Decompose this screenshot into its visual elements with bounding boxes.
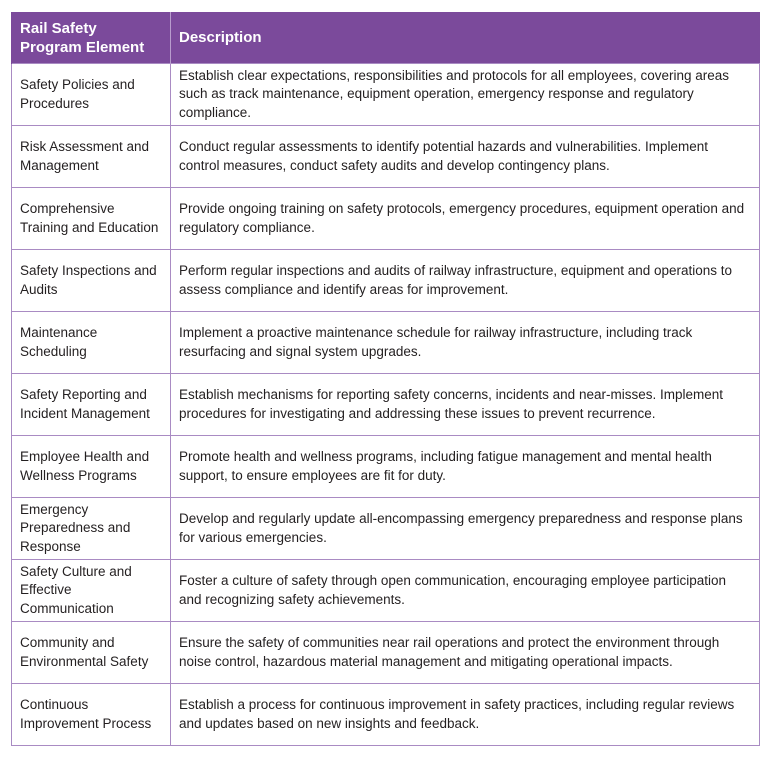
header-description: Description <box>171 12 760 64</box>
row-element: Safety Culture and Effective Communication <box>12 560 171 622</box>
row-description: Develop and regularly update all-encompassing emergency preparedness and response plans for various emergencies. <box>171 498 760 560</box>
row-element: Maintenance Scheduling <box>12 312 171 374</box>
row-description: Promote health and wellness programs, including fatigue management and mental health support, to ensure employees are fit for duty. <box>171 436 760 498</box>
row-description: Implement a proactive maintenance schedule for railway infrastructure, including track resurfacing and signal system upgrades. <box>171 312 760 374</box>
rail-safety-table-container <box>11 12 759 746</box>
row-description: Foster a culture of safety through open communication, encouraging employee participation and recognizing safety achievements. <box>171 560 760 622</box>
table-row <box>12 684 760 746</box>
row-description: Establish a process for continuous improvement in safety practices, including regular reviews and updates based on new insights and feedback. <box>171 684 760 746</box>
row-description: Ensure the safety of communities near rail operations and protect the environment through noise control, hazardous material management and mitigating operational impacts. <box>171 622 760 684</box>
row-description: Provide ongoing training on safety protocols, emergency procedures, equipment operation and regulatory compliance. <box>171 188 760 250</box>
table-row <box>12 312 760 374</box>
table-row <box>12 498 760 560</box>
row-element: Risk Assessment and Management <box>12 126 171 188</box>
table-header-row <box>12 12 760 64</box>
row-element: Employee Health and Wellness Programs <box>12 436 171 498</box>
row-element: Continuous Improvement Process <box>12 684 171 746</box>
row-element: Safety Inspections and Audits <box>12 250 171 312</box>
table-row <box>12 64 760 126</box>
row-element: Safety Reporting and Incident Management <box>12 374 171 436</box>
row-description: Establish clear expectations, responsibilities and protocols for all employees, covering areas such as track maintenance, equipment operation, emergency response and regulatory compliance. <box>171 64 760 126</box>
row-element: Comprehensive Training and Education <box>12 188 171 250</box>
row-element: Emergency Preparedness and Response <box>12 498 171 560</box>
row-description: Establish mechanisms for reporting safety concerns, incidents and near-misses. Implement procedures for investigating and addressing these issues to prevent recurrence. <box>171 374 760 436</box>
table-row <box>12 374 760 436</box>
table-row <box>12 560 760 622</box>
header-element: Rail Safety Program Element <box>12 12 171 64</box>
rail-safety-table <box>11 12 760 746</box>
table-row <box>12 188 760 250</box>
table-row <box>12 126 760 188</box>
table-row <box>12 250 760 312</box>
row-element: Community and Environmental Safety <box>12 622 171 684</box>
row-element: Safety Policies and Procedures <box>12 64 171 126</box>
table-row <box>12 622 760 684</box>
row-description: Conduct regular assessments to identify potential hazards and vulnerabilities. Implement control measures, conduct safety audits and develop contingency plans. <box>171 126 760 188</box>
row-description: Perform regular inspections and audits of railway infrastructure, equipment and operations to assess compliance and identify areas for improvement. <box>171 250 760 312</box>
table-row <box>12 436 760 498</box>
